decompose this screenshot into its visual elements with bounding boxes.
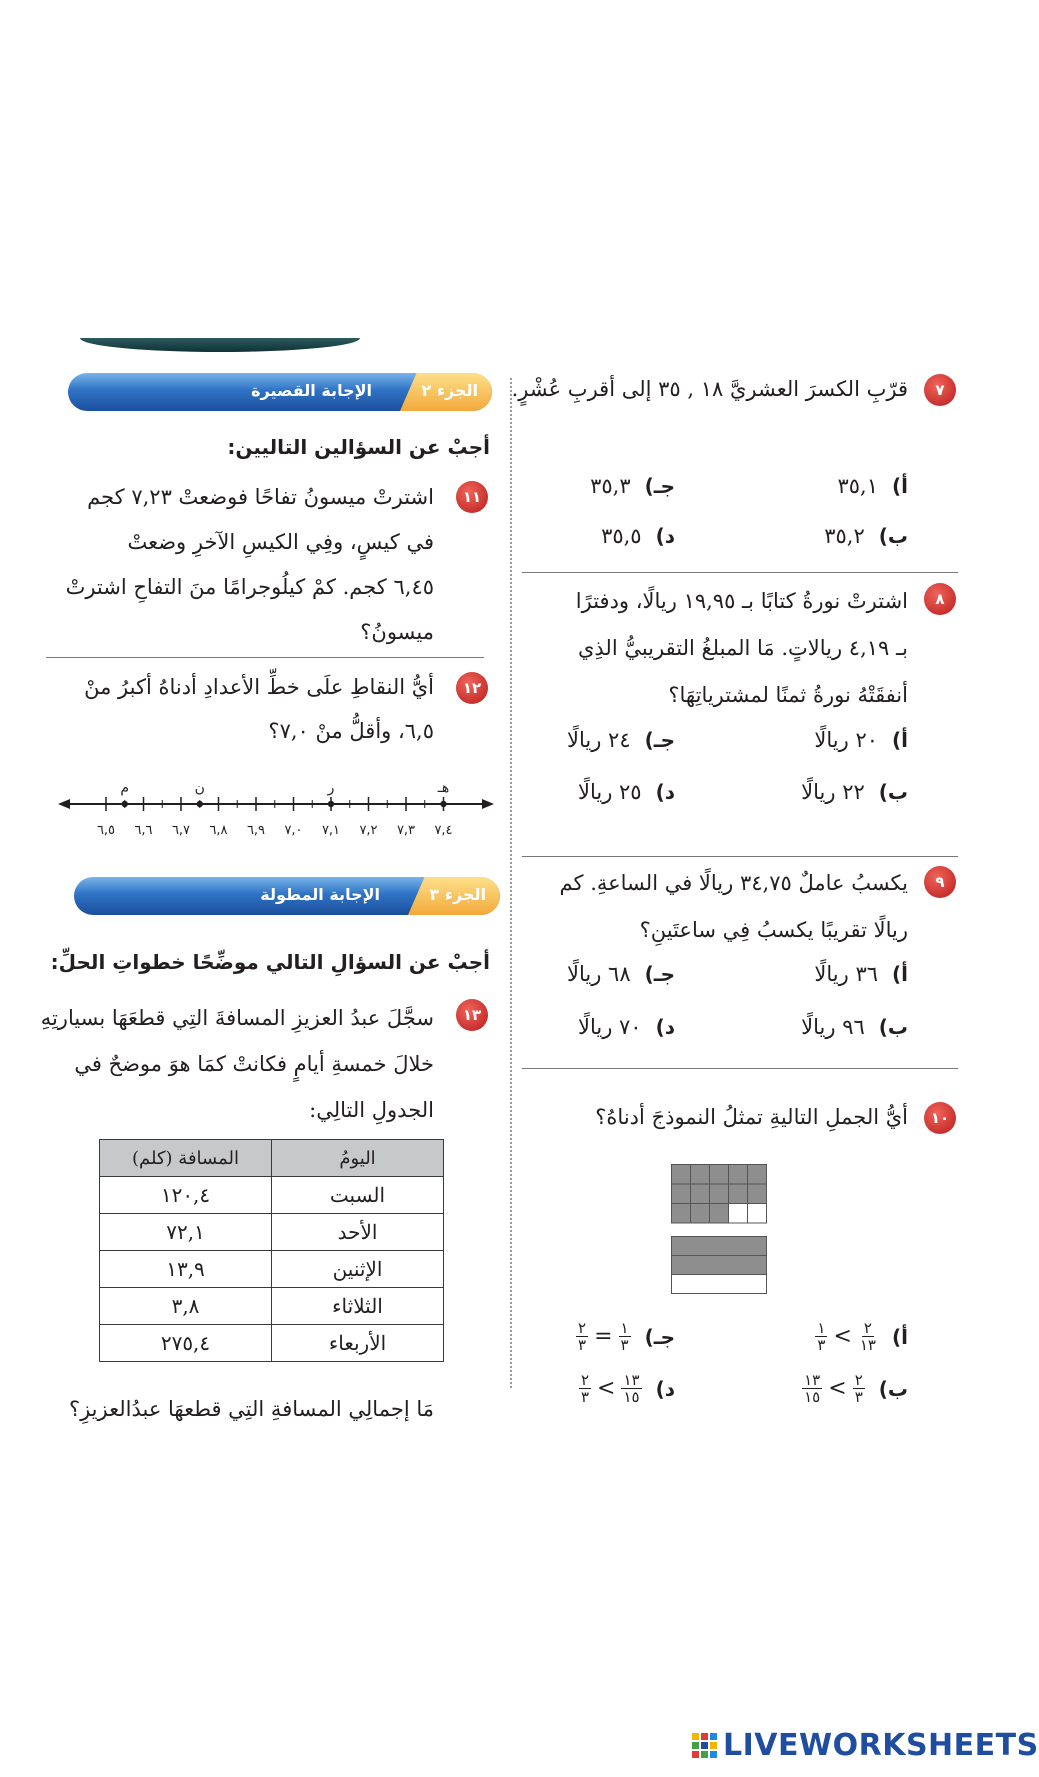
table-cell-distance: ٧٢,١ <box>100 1214 272 1251</box>
fraction: $\frac{١}{٣}$ <box>620 1319 629 1354</box>
number-line-point <box>122 801 128 807</box>
model-grid-cell <box>691 1184 710 1204</box>
inequality <box>802 1372 865 1405</box>
banner-title: الإجابة المطولة <box>260 885 380 904</box>
text-line: ريالًا تقريبًا يكسبُ فِي ساعتَينِ؟ <box>639 918 908 942</box>
text-line: خلالَ خمسةِ أيامٍ فكانتْ كمَا هوَ موضحٌ في <box>74 1052 434 1076</box>
inequality <box>576 1320 631 1353</box>
model-grid-cell <box>710 1165 729 1185</box>
question-number-7: ٧ <box>924 374 956 406</box>
arrow-right-icon <box>482 799 494 809</box>
option-letter: جـ) <box>644 728 675 752</box>
divider <box>522 1068 958 1069</box>
text-line: بـ ٤,١٩ ريالاتٍ. مَا المبلغُ التقريبيُّ الذِي <box>577 636 908 660</box>
question-number-12: ١٢ <box>456 672 488 704</box>
number-line-tick-label: ٦,٨ <box>209 823 228 838</box>
text-line: أنفقَتْهُ نورةُ ثمنًا لمشترياتِهَا؟ <box>668 683 908 707</box>
q8-option-d[interactable] <box>578 780 675 804</box>
operator: = <box>594 1324 613 1349</box>
model-grid-cell <box>729 1204 748 1224</box>
logo-mark-icon <box>692 1733 717 1758</box>
option-value: ٣٥,١ <box>837 474 878 498</box>
divider <box>522 572 958 573</box>
distance-table <box>99 1139 444 1362</box>
q7-option-a[interactable] <box>837 474 908 498</box>
inequality <box>815 1320 878 1353</box>
q8-option-b[interactable] <box>801 780 908 804</box>
option-value: ٢٥ ريالًا <box>577 780 642 804</box>
option-letter: جـ) <box>644 474 675 498</box>
q8-option-a[interactable] <box>814 728 908 752</box>
question-number-13: ١٣ <box>456 999 488 1031</box>
divider <box>46 657 484 658</box>
text-line: يكسبُ عاملٌ ٣٤,٧٥ ريالًا في الساعةِ. كم <box>559 871 908 895</box>
divider <box>522 856 958 857</box>
question-10-text: أيُّ الجملِ التاليةِ تمثلُ النموذجَ أدناهُ؟ <box>595 1105 908 1129</box>
table-cell-day: السبت <box>272 1177 444 1214</box>
question-13-text <box>34 995 434 1133</box>
option-letter: د) <box>655 524 675 548</box>
text-line: الجدولِ التالِي: <box>309 1098 434 1122</box>
number-line-tick-label: ٧,٢ <box>359 823 378 838</box>
banner-title: الإجابة القصيرة <box>251 381 372 400</box>
model-grid-cell <box>748 1165 767 1185</box>
question-7-text: قرّبِ الكسرَ العشريَّ ١٨ , ٣٥ إلى أقربِ عُشْرٍ. <box>511 377 908 401</box>
table-cell-day: الثلاثاء <box>272 1288 444 1325</box>
table-cell-day: الأربعاء <box>272 1325 444 1362</box>
option-value: ٣٦ ريالًا <box>814 962 878 986</box>
option-letter: ب) <box>878 780 908 804</box>
text-line: اشترتْ نورةُ كتابًا بـ ١٩,٩٥ ريالًا، ودفترًا <box>575 589 908 613</box>
text-line: أيُّ النقاطِ علَى خطِّ الأعدادِ أدناهُ أكبرُ منْ <box>84 675 434 699</box>
option-letter: أ) <box>892 962 908 986</box>
model-grid-cell <box>748 1184 767 1204</box>
liveworksheets-logo <box>692 1728 1039 1763</box>
table-header-row <box>100 1140 444 1177</box>
model-bar-row <box>672 1256 767 1275</box>
question-12-text <box>34 665 434 753</box>
table-row <box>100 1251 444 1288</box>
fraction-model-grid <box>671 1164 767 1224</box>
text-line: في كيسٍ، وفِي الكيسِ الآخرِ وضعتْ <box>127 530 434 554</box>
option-value: ٢٤ ريالًا <box>567 728 631 752</box>
table-cell-distance: ٢٧٥,٤ <box>100 1325 272 1362</box>
q10-option-c[interactable] <box>576 1320 675 1353</box>
question-number-11: ١١ <box>456 481 488 513</box>
model-grid-cell <box>691 1204 710 1224</box>
model-grid-cell <box>672 1165 691 1185</box>
fraction: $\frac{١٣}{١٥}$ <box>804 1371 821 1406</box>
model-grid-cell <box>672 1184 691 1204</box>
fraction: $\frac{٢}{١٣}$ <box>859 1319 876 1354</box>
number-line-point-label: م <box>120 780 130 796</box>
model-grid-cell <box>710 1204 729 1224</box>
option-letter: أ) <box>892 1324 908 1349</box>
fraction: $\frac{٢}{٣}$ <box>854 1371 863 1406</box>
model-grid-cell <box>672 1204 691 1224</box>
q9-option-b[interactable] <box>801 1015 908 1039</box>
model-bar-row <box>672 1275 767 1294</box>
q10-option-a[interactable] <box>815 1320 908 1353</box>
number-line-point <box>328 801 334 807</box>
number-line-tick-label: ٧,٣ <box>396 823 416 838</box>
number-line-point-label: ر <box>327 780 335 796</box>
text-line: ميسونُ؟ <box>360 620 434 644</box>
table-cell-distance: ٣,٨ <box>100 1288 272 1325</box>
number-line-tick-label: ٦,٩ <box>246 823 266 838</box>
text-line: سجَّلَ عبدُ العزيزِ المسافةَ التِي قطعَهَا بسيارتِهِ <box>40 1006 434 1030</box>
fraction: $\frac{٢}{٣}$ <box>578 1319 587 1354</box>
model-grid-cell <box>710 1184 729 1204</box>
option-value: ٢٠ ريالًا <box>814 728 878 752</box>
option-value: ٦٨ ريالًا <box>567 962 631 986</box>
table-row <box>100 1325 444 1362</box>
text-line: اشترتْ ميسونُ تفاحًا فوضعتْ ٧,٢٣ كجم <box>87 485 434 509</box>
table-cell-day: الإثنين <box>272 1251 444 1288</box>
number-line-tick-label: ٧,٤ <box>434 823 453 838</box>
question-11-text <box>34 475 434 655</box>
table-cell-day: الأحد <box>272 1214 444 1251</box>
question-9-text <box>478 860 908 954</box>
option-value: ٣٥,٢ <box>824 524 865 548</box>
option-letter: ب) <box>878 1376 908 1401</box>
q8-option-c[interactable] <box>567 728 675 752</box>
question-number-9: ٩ <box>924 866 956 898</box>
option-value: ٧٠ ريالًا <box>577 1015 642 1039</box>
model-bar-row <box>672 1237 767 1256</box>
number-line <box>58 772 494 838</box>
part-3-banner <box>74 877 500 915</box>
number-line-tick-label: ٧,٠ <box>284 823 303 838</box>
number-line-tick-label: ٦,٧ <box>171 823 191 838</box>
question-13-final: مَا إجمالِي المسافةِ التِي قطعهَا عبدُالعزيزِ؟ <box>68 1397 434 1421</box>
option-letter: ب) <box>878 1015 908 1039</box>
table-cell-distance: ١٢٠,٤ <box>100 1177 272 1214</box>
number-line-point-label: ن <box>194 780 205 796</box>
text-line: ٦,٤٥ كجم. كمْ كيلُوجرامًا منَ التفاحِ اشترتْ <box>65 575 434 599</box>
fraction: $\frac{١}{٣}$ <box>817 1319 826 1354</box>
q7-option-d[interactable] <box>601 524 675 548</box>
option-letter: أ) <box>892 728 908 752</box>
table-row <box>100 1288 444 1325</box>
option-letter: جـ) <box>644 1324 675 1349</box>
question-number-8: ٨ <box>924 583 956 615</box>
part-2-banner <box>68 373 492 411</box>
table-row <box>100 1177 444 1214</box>
option-letter: ب) <box>878 524 908 548</box>
q7-option-b[interactable] <box>824 524 908 548</box>
table-header-cell: اليومُ <box>272 1140 444 1177</box>
banner-tab-label: الجزء ٣ <box>429 885 486 904</box>
operator: < <box>828 1376 847 1401</box>
model-grid-cell <box>729 1165 748 1185</box>
operator: < <box>597 1376 616 1401</box>
fraction-model-bar <box>671 1236 767 1294</box>
option-value: ٣٥,٣ <box>590 474 631 498</box>
model-grid-cell <box>729 1184 748 1204</box>
option-letter: د) <box>655 1015 675 1039</box>
q7-option-c[interactable] <box>590 474 675 498</box>
banner-tab-label: الجزء ٢ <box>421 381 478 400</box>
table-header-cell: المسافة (كلم) <box>100 1140 272 1177</box>
number-line-tick-label: ٦,٦ <box>134 823 153 838</box>
instructions-part-2: أجبْ عن السؤالين التاليين: <box>227 435 490 459</box>
text-line: ٦,٥، وأقلُّ منْ ٧,٠؟ <box>268 719 434 743</box>
question-number-10: ١٠ <box>924 1102 956 1134</box>
model-grid-cell <box>748 1204 767 1224</box>
number-line-point <box>440 801 446 807</box>
option-letter: د) <box>655 780 675 804</box>
fraction: $\frac{١٣}{١٥}$ <box>623 1371 640 1406</box>
inequality <box>579 1372 642 1405</box>
q9-option-a[interactable] <box>814 962 908 986</box>
decorative-header-arc <box>80 338 360 352</box>
option-letter: أ) <box>892 474 908 498</box>
option-letter: جـ) <box>644 962 675 986</box>
table-row <box>100 1214 444 1251</box>
arrow-left-icon <box>58 799 70 809</box>
number-line-tick-label: ٧,١ <box>321 823 341 838</box>
q9-option-c[interactable] <box>567 962 675 986</box>
q10-option-d[interactable] <box>579 1372 675 1405</box>
question-8-text <box>478 578 908 719</box>
instructions-part-3: أجبْ عن السؤالِ التالي موضِّحًا خطواتِ الحلِّ: <box>50 950 490 974</box>
operator: < <box>833 1324 852 1349</box>
fraction: $\frac{٢}{٣}$ <box>580 1371 590 1406</box>
model-grid-cell <box>691 1165 710 1185</box>
number-line-point-label: هـ <box>437 780 450 796</box>
number-line-point <box>197 801 203 807</box>
option-value: ٢٢ ريالًا <box>801 780 865 804</box>
option-value: ٩٦ ريالًا <box>801 1015 865 1039</box>
number-line-tick-label: ٦,٥ <box>96 823 116 838</box>
table-cell-distance: ١٣,٩ <box>100 1251 272 1288</box>
option-value: ٣٥,٥ <box>601 524 642 548</box>
logo-text: LIVEWORKSHEETS <box>723 1728 1039 1763</box>
q10-option-b[interactable] <box>802 1372 908 1405</box>
option-letter: د) <box>655 1376 675 1401</box>
q9-option-d[interactable] <box>578 1015 675 1039</box>
